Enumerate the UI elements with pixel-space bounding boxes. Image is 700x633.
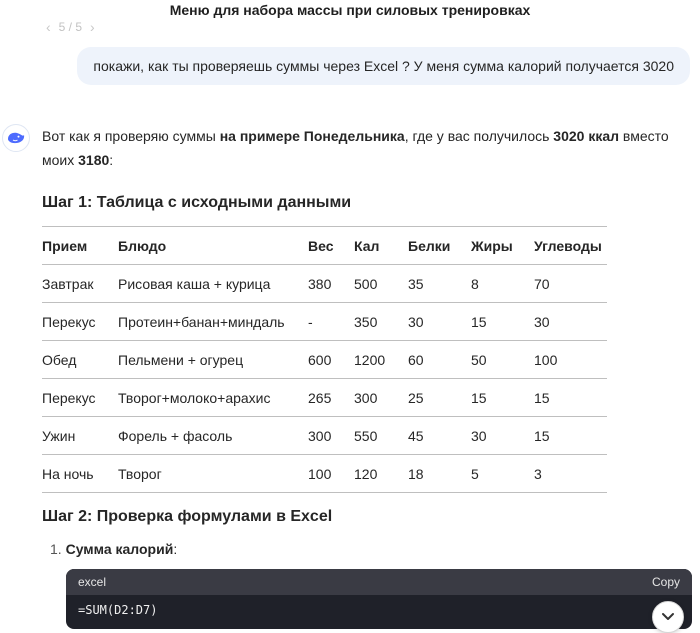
scroll-to-bottom-button[interactable]: [652, 601, 684, 633]
column-header: Прием: [42, 227, 118, 265]
table-cell: 5: [471, 455, 534, 493]
table-cell: 70: [534, 265, 607, 303]
table-cell: Творог: [118, 455, 308, 493]
column-header: Белки: [408, 227, 471, 265]
code-content: =SUM(D2:D7): [78, 603, 158, 617]
pager-label: 5 / 5: [58, 20, 83, 34]
next-version-button[interactable]: ›: [90, 19, 95, 35]
step1-heading: Шаг 1: Таблица с исходными данными: [42, 194, 352, 211]
chevron-down-icon: [661, 612, 675, 622]
table-cell: 25: [408, 379, 471, 417]
code-block-header: [66, 569, 692, 595]
table-cell: 15: [471, 303, 534, 341]
list-number: 1.: [50, 541, 62, 557]
table-row: [42, 265, 607, 303]
table-cell: 3: [534, 455, 607, 493]
column-header: Углеводы: [534, 227, 607, 265]
table-cell: 50: [471, 341, 534, 379]
table-cell: 265: [308, 379, 354, 417]
table-cell: -: [308, 303, 354, 341]
column-header: Кал: [354, 227, 408, 265]
table-row: [42, 379, 607, 417]
table-row: [42, 417, 607, 455]
table-cell: Творог+молоко+арахис: [118, 379, 308, 417]
column-header: Вес: [308, 227, 354, 265]
list-item-label: Сумма калорий: [65, 541, 174, 557]
table-cell: 30: [471, 417, 534, 455]
list-item: 1. Сумма калорий:: [50, 541, 178, 557]
table-cell: 15: [534, 379, 607, 417]
meal-table: [42, 226, 607, 493]
table-cell: 550: [354, 417, 408, 455]
assistant-answer: [42, 124, 692, 617]
column-header: Блюдо: [118, 227, 308, 265]
table-cell: Перекус: [42, 379, 118, 417]
table-cell: 18: [408, 455, 471, 493]
table-cell: Перекус: [42, 303, 118, 341]
table-cell: Ужин: [42, 417, 118, 455]
deepseek-whale-icon: [2, 124, 30, 152]
table-cell: 600: [308, 341, 354, 379]
table-cell: 8: [471, 265, 534, 303]
table-cell: На ночь: [42, 455, 118, 493]
code-block: [66, 569, 692, 629]
table-row: [42, 455, 607, 493]
table-cell: Протеин+банан+миндаль: [118, 303, 308, 341]
table-cell: 500: [354, 265, 408, 303]
table-cell: 30: [408, 303, 471, 341]
table-cell: Форель + фасоль: [118, 417, 308, 455]
table-cell: 120: [354, 455, 408, 493]
table-cell: 100: [534, 341, 607, 379]
table-cell: Рисовая каша + курица: [118, 265, 308, 303]
table-cell: 1200: [354, 341, 408, 379]
table-cell: 15: [534, 417, 607, 455]
table-cell: Обед: [42, 341, 118, 379]
table-row: [42, 303, 607, 341]
message-pager: [44, 16, 97, 38]
chat-title: Меню для набора массы при силовых тренировках: [169, 2, 531, 18]
table-header-row: [42, 227, 607, 265]
column-header: Жиры: [471, 227, 534, 265]
code-language-label: excel: [78, 575, 107, 589]
table-cell: 300: [308, 417, 354, 455]
table-cell: 380: [308, 265, 354, 303]
table-cell: Пельмени + огурец: [118, 341, 308, 379]
table-cell: 45: [408, 417, 471, 455]
table-row: [42, 341, 607, 379]
answer-intro: Вот как я проверяю суммы на примере Понедельника, где у вас получилось 3020 ккал вместо моих 3180:: [42, 128, 669, 168]
table-cell: 350: [354, 303, 408, 341]
table-cell: 100: [308, 455, 354, 493]
table-cell: 15: [471, 379, 534, 417]
table-cell: 60: [408, 341, 471, 379]
table-cell: 35: [408, 265, 471, 303]
copy-code-button[interactable]: Copy: [651, 575, 680, 589]
table-cell: 30: [534, 303, 607, 341]
user-message: покажи, как ты проверяешь суммы через Excel ? У меня сумма калорий получается 3020: [77, 47, 690, 85]
prev-version-button[interactable]: ‹: [46, 19, 51, 35]
step2-heading: Шаг 2: Проверка формулами в Excel: [42, 508, 333, 525]
table-cell: 300: [354, 379, 408, 417]
table-cell: Завтрак: [42, 265, 118, 303]
